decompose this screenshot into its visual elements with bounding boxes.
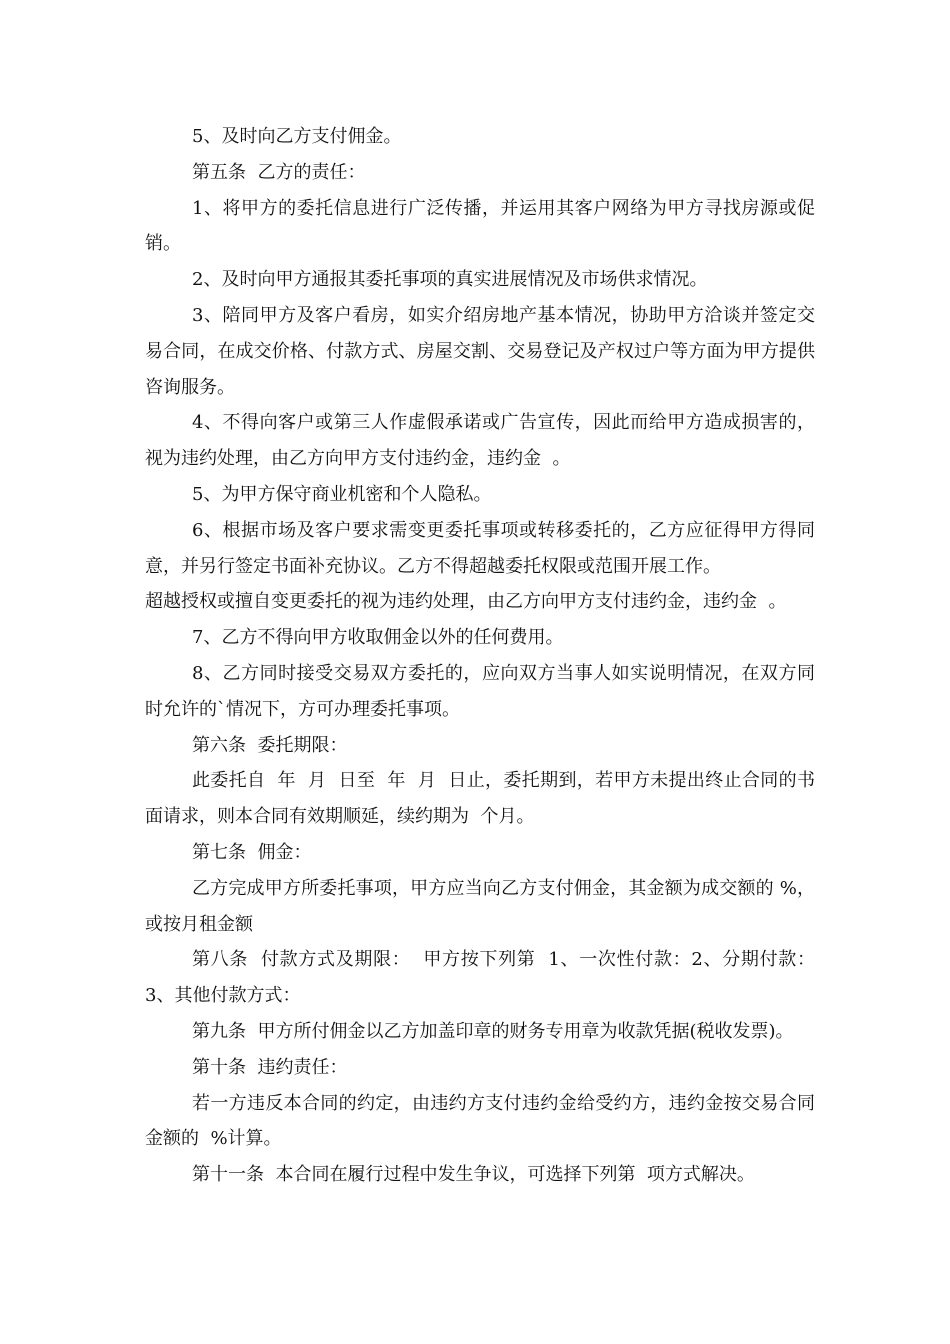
document-body: [145, 119, 815, 1193]
paragraph: 5、及时向乙方支付佣金。: [192, 126, 402, 147]
paragraph: 乙方完成甲方所委托事项，甲方应当向乙方支付佣金，其金额为成交额的 %，或按月租金额: [145, 877, 815, 935]
paragraph: 4、不得向客户或第三人作虚假承诺或广告宣传，因此而给甲方造成损害的，视为违约处理，由乙方向甲方支付违约金，违约金 。: [145, 412, 815, 470]
paragraph: 第十一条 本合同在履行过程中发生争议，可选择下列第 项方式解决。: [192, 1164, 755, 1186]
paragraph: 8、乙方同时接受交易双方委托的，应向双方当事人如实说明情况，在双方同时允许的`情况下，方可办理委托事项。: [145, 662, 815, 720]
paragraph: 5、为甲方保守商业机密和个人隐私。: [192, 483, 492, 505]
paragraph: 6、根据市场及客户要求需变更委托事项或转移委托的，乙方应征得甲方得同意，并另行签定书面补充协议。乙方不得超越委托权限或范围开展工作。: [145, 519, 815, 577]
paragraph: 1、将甲方的委托信息进行广泛传播，并运用其客户网络为甲方寻找房源或促销。: [145, 197, 815, 255]
paragraph: 若一方违反本合同的约定，由违约方支付违约金给受约方，违约金按交易合同金额的 %计算。: [145, 1092, 815, 1150]
section-heading: 第十条 违约责任：: [192, 1056, 348, 1078]
paragraph: 超越授权或擅自变更委托的视为违约处理，由乙方向甲方支付违约金，违约金 。: [145, 591, 787, 613]
section-heading: 第七条 佣金：: [192, 841, 312, 863]
paragraph: 7、乙方不得向甲方收取佣金以外的任何费用。: [192, 627, 564, 649]
paragraph: 3、陪同甲方及客户看房，如实介绍房地产基本情况，协助甲方洽谈并签定交易合同，在成交价格、付款方式、房屋交割、交易登记及产权过户等方面为甲方提供咨询服务。: [145, 304, 815, 398]
section-heading: 第六条 委托期限：: [192, 734, 348, 756]
paragraph: 第九条 甲方所付佣金以乙方加盖印章的财务专用章为收款凭据(税收发票)。: [192, 1020, 794, 1042]
section-heading: 第五条 乙方的责任：: [192, 161, 366, 183]
paragraph: 2、及时向甲方通报其委托事项的真实进展情况及市场供求情况。: [192, 269, 708, 291]
paragraph: 第八条 付款方式及期限： 甲方按下列第 1、一次性付款：2、分期付款：3、其他付款方式：: [145, 949, 815, 1007]
paragraph: 此委托自 年 月 日至 年 月 日止，委托期到，若甲方未提出终止合同的书面请求，则本合同有效期顺延，续约期为 个月。: [145, 770, 815, 828]
